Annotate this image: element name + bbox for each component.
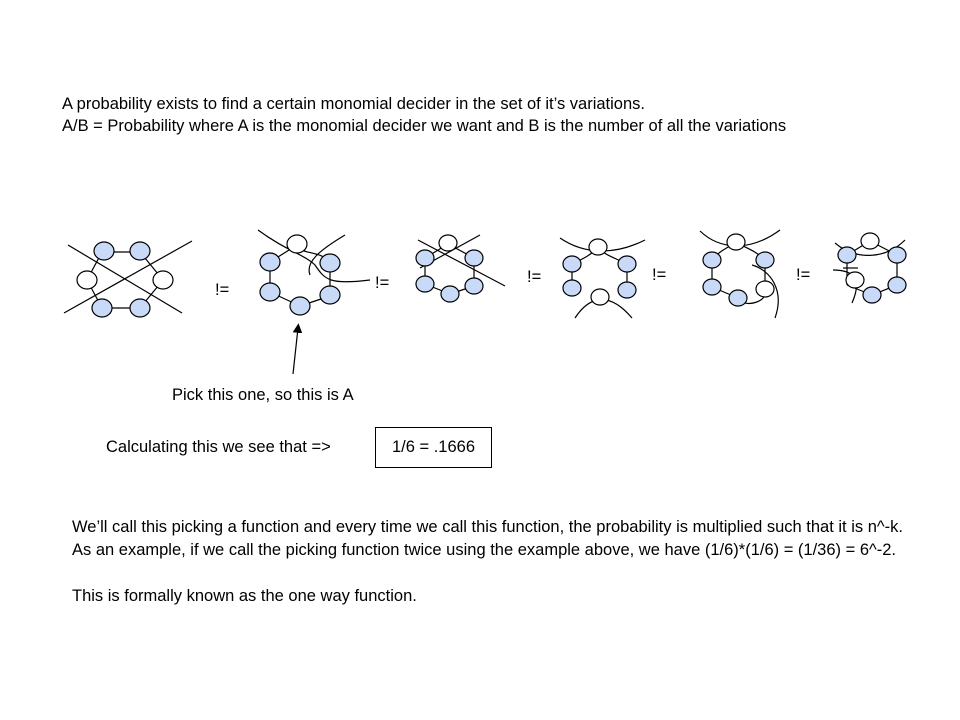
graph-variation-2-picked: [258, 230, 370, 374]
intro-line-2: A/B = Probability where A is the monomial decider we want and B is the number of all the variations: [62, 117, 787, 135]
not-equal-3: !=: [527, 268, 542, 286]
explanation-text: [72, 516, 912, 608]
not-equal-1: !=: [215, 281, 230, 299]
result-value: 1/6 = .1666: [391, 438, 476, 456]
graph-variation-6: [833, 233, 906, 303]
intro-line-1: A probability exists to find a certain monomial decider in the set of it’s variations.: [62, 95, 645, 113]
not-equal-4: !=: [652, 266, 667, 284]
graph-variation-4: [560, 238, 645, 318]
result-box: [375, 427, 492, 468]
graph-variation-5: [700, 230, 780, 318]
graph-variation-1: [64, 241, 192, 317]
explanation-paragraph-2: This is formally known as the one way function.: [72, 587, 417, 605]
calculation-label: Calculating this we see that =>: [106, 438, 331, 456]
pick-caption: Pick this one, so this is A: [172, 386, 354, 404]
not-equal-2: !=: [375, 274, 390, 292]
not-equal-5: !=: [796, 266, 811, 284]
graph-variation-3: [416, 235, 505, 302]
explanation-paragraph-1: We’ll call this picking a function and every time we call this function, the probability is multiplied such that it is n^-k. As an example, if we call the picking function twice using the example above, we have (1/6)*(1/6) = (1/36) = 6^-2.: [72, 518, 903, 559]
